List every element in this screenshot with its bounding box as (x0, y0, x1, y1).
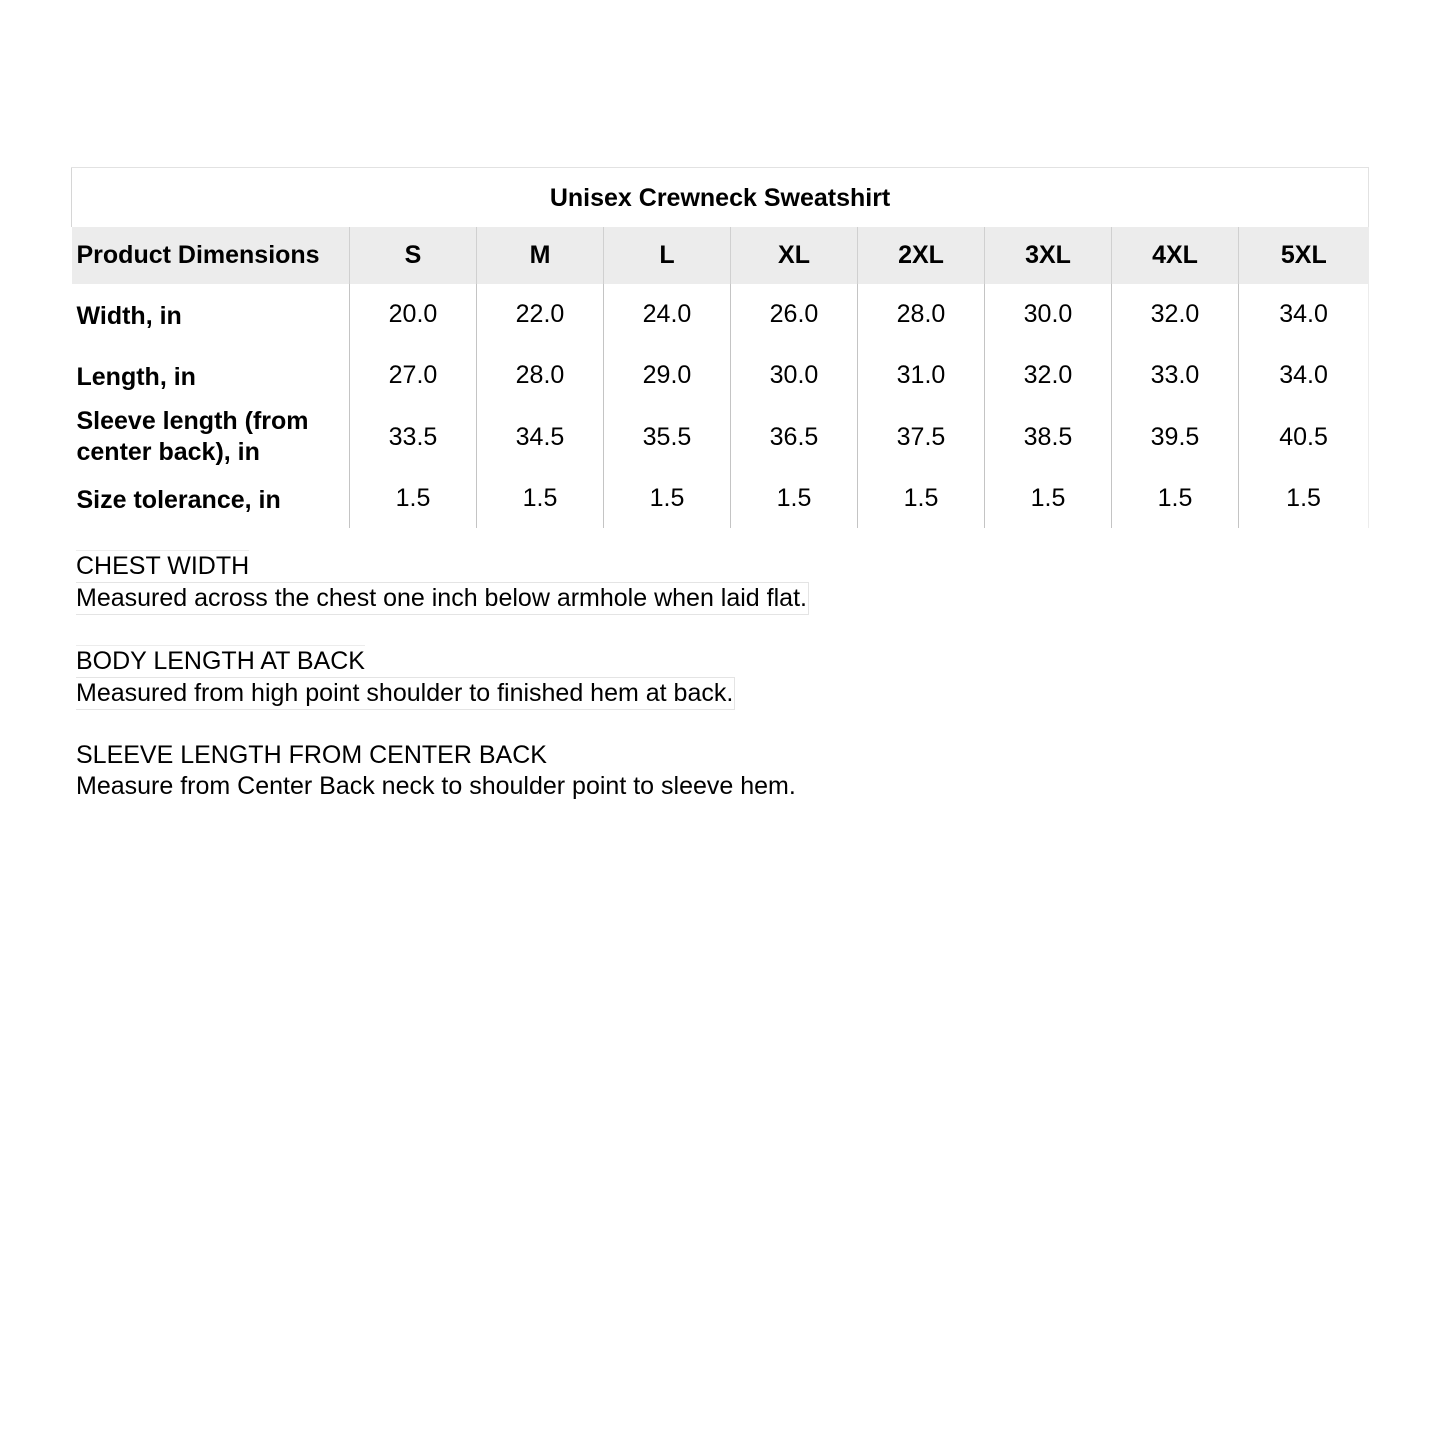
table-cell: 1.5 (858, 468, 985, 528)
table-cell: 30.0 (731, 345, 858, 406)
note-chest-width (76, 550, 976, 615)
note-body-length (76, 645, 976, 710)
table-cell: 20.0 (350, 284, 477, 345)
table-cell: 1.5 (731, 468, 858, 528)
size-header-l: L (604, 227, 731, 284)
table-cell: 1.5 (985, 468, 1112, 528)
table-cell: 1.5 (1239, 468, 1369, 528)
table-row-width (72, 284, 1369, 345)
row-label: Size tolerance, in (76, 485, 281, 514)
table-cell: 38.5 (985, 406, 1112, 468)
note-title: CHEST WIDTH (76, 552, 250, 580)
note-description: Measured from high point shoulder to finished hem at back. (76, 677, 735, 710)
table-cell: 27.0 (350, 345, 477, 406)
table-cell: 36.5 (731, 406, 858, 468)
header-label: Product Dimensions (72, 227, 350, 284)
table-cell: 1.5 (1112, 468, 1239, 528)
note-title: SLEEVE LENGTH FROM CENTER BACK (76, 741, 547, 769)
table-row-length (72, 345, 1369, 406)
size-header-3xl: 3XL (985, 227, 1112, 284)
note-title: BODY LENGTH AT BACK (76, 647, 365, 675)
table-cell: 1.5 (604, 468, 731, 528)
measurement-notes (76, 550, 976, 832)
table-cell: 29.0 (604, 345, 731, 406)
table-cell: 39.5 (1112, 406, 1239, 468)
table-cell: 40.5 (1239, 406, 1369, 468)
table-row-sleeve-length (72, 406, 1369, 468)
size-header-2xl: 2XL (858, 227, 985, 284)
table-cell: 24.0 (604, 284, 731, 345)
table-cell: 26.0 (731, 284, 858, 345)
size-header-m: M (477, 227, 604, 284)
table-cell: 28.0 (858, 284, 985, 345)
size-chart-table (71, 167, 1369, 528)
size-header-xl: XL (731, 227, 858, 284)
table-cell: 32.0 (985, 345, 1112, 406)
table-cell: 22.0 (477, 284, 604, 345)
size-header-5xl: 5XL (1239, 227, 1369, 284)
table-cell: 34.0 (1239, 345, 1369, 406)
table-cell: 32.0 (1112, 284, 1239, 345)
table-cell: 34.0 (1239, 284, 1369, 345)
table-cell: 1.5 (350, 468, 477, 528)
table-cell: 28.0 (477, 345, 604, 406)
table-row-size-tolerance (72, 468, 1369, 528)
note-description: Measure from Center Back neck to shoulder point to sleeve hem. (76, 772, 796, 800)
table-cell: 31.0 (858, 345, 985, 406)
note-description: Measured across the chest one inch below armhole when laid flat. (76, 582, 809, 615)
row-label: Width, in (76, 302, 182, 330)
size-header-s: S (350, 227, 477, 284)
note-sleeve-length (76, 740, 976, 802)
table-cell: 35.5 (604, 406, 731, 468)
size-header-row (72, 227, 1369, 284)
size-header-4xl: 4XL (1112, 227, 1239, 284)
table-cell: 33.0 (1112, 345, 1239, 406)
table-cell: 34.5 (477, 406, 604, 468)
table-cell: 30.0 (985, 284, 1112, 345)
row-label: Length, in (76, 363, 196, 391)
table-cell: 37.5 (858, 406, 985, 468)
table-cell: 33.5 (350, 406, 477, 468)
table-title: Unisex Crewneck Sweatshirt (72, 168, 1369, 228)
table-cell: 1.5 (477, 468, 604, 528)
row-label: Sleeve length (from center back), in (76, 407, 309, 466)
